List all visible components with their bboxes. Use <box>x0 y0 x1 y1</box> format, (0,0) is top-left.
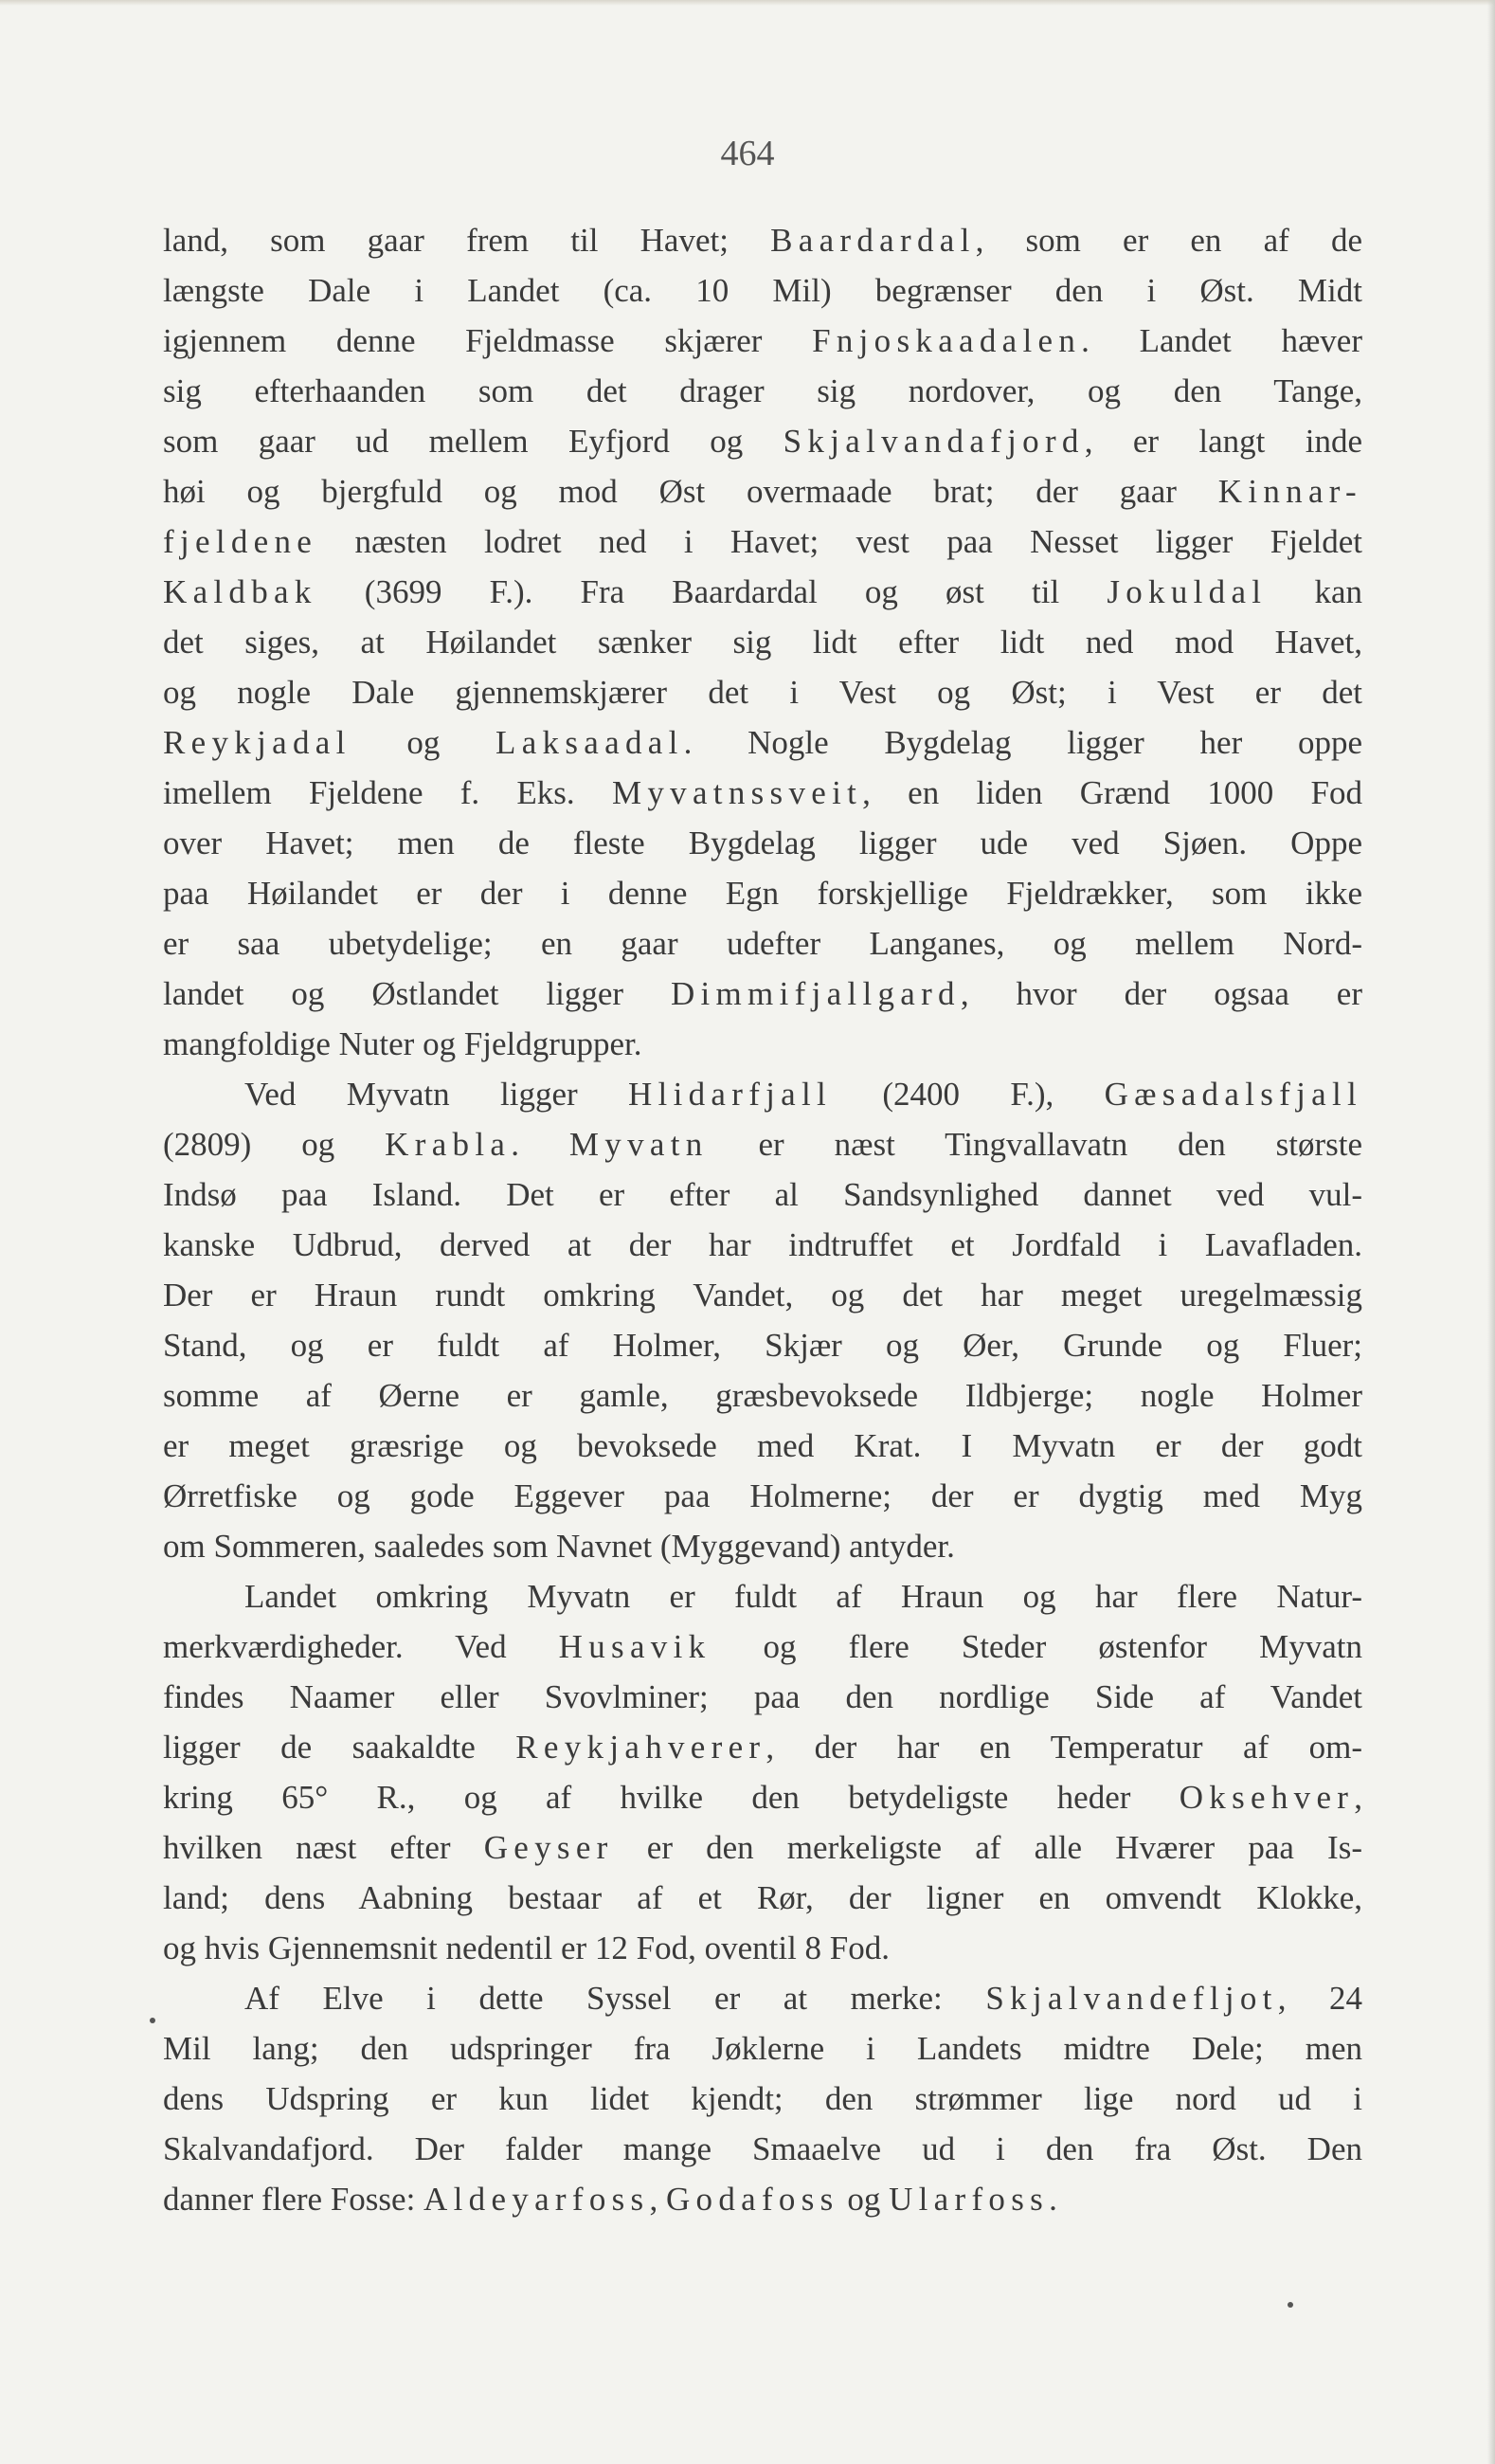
spaced-name: Krabla <box>385 1126 512 1163</box>
text-line <box>163 567 1362 617</box>
text-line <box>163 667 1362 717</box>
text-run: hvilken næst efter <box>163 1829 484 1866</box>
text-run: og flere Steder østenfor Myvatn <box>711 1628 1362 1665</box>
text-run: somme af Øerne er gamle, græsbevoksede Ildbjerge; nogle Holmer <box>163 1377 1362 1414</box>
text-line <box>163 918 1362 969</box>
spaced-name: Oksehver <box>1179 1779 1355 1816</box>
page-edge-top <box>0 0 1495 6</box>
spaced-name: Myvatnssveit <box>611 774 863 811</box>
text-line <box>163 1672 1362 1722</box>
text-line <box>163 215 1362 265</box>
text-run: merkværdigheder. Ved <box>163 1628 559 1665</box>
text-run: findes Naamer eller Svovlminer; paa den nordlige Side af Vandet <box>163 1678 1362 1715</box>
text-line <box>163 1069 1362 1119</box>
text-run: , en liden Grænd 1000 Fod <box>862 774 1362 811</box>
body-text <box>163 215 1362 2224</box>
text-run: Af Elve i dette Syssel er at merke: <box>244 1980 986 2017</box>
spaced-name: Hlidarfjall <box>627 1076 833 1113</box>
spaced-name: Gæsadalsfjall <box>1104 1076 1362 1113</box>
margin-mark <box>150 2018 155 2023</box>
text-run: . <box>511 1126 569 1163</box>
text-run: næsten lodret ned i Havet; vest paa Nesset ligger Fjeldet <box>317 523 1362 560</box>
text-run: . Nogle Bygdelag ligger her oppe <box>683 724 1362 761</box>
text-run: Ørretfiske og gode Eggever paa Holmerne; der er dygtig med Myg <box>163 1477 1362 1514</box>
text-run: og <box>351 724 496 761</box>
text-run: som gaar ud mellem Eyfjord og <box>163 423 784 460</box>
text-line <box>163 1973 1362 2023</box>
spaced-name: Aldeyarfoss <box>423 2181 650 2218</box>
text-run: kring 65° R., og af hvilke den betydeligste heder <box>163 1779 1180 1816</box>
text-line <box>163 2174 1362 2224</box>
text-run: er næst Tingvallavatn den største <box>708 1126 1362 1163</box>
text-run: Mil lang; den udspringer fra Jøklerne i Landets midtre Dele; men <box>163 2030 1362 2067</box>
text-run: dens Udspring er kun lidet kjendt; den strømmer lige nord ud i <box>163 2080 1362 2117</box>
text-line <box>163 2124 1362 2174</box>
text-run: igjennem denne Fjeldmasse skjærer <box>163 322 813 359</box>
text-line <box>163 1169 1362 1220</box>
spaced-name: Dimmifjallgard <box>670 975 961 1012</box>
text-run: (2400 F.), <box>832 1076 1105 1113</box>
text-run: (3699 F.). Fra Baardardal og øst til <box>316 573 1108 610</box>
page-number: 464 <box>720 134 775 173</box>
text-run: , 24 <box>1277 1980 1362 2017</box>
text-run: , <box>1354 1779 1362 1816</box>
text-run: høi og bjergfuld og mod Øst overmaade brat; der gaar <box>163 473 1218 510</box>
text-line <box>163 1722 1362 1772</box>
text-run: , er langt inde <box>1084 423 1362 460</box>
text-run: danner flere Fosse: <box>163 2181 424 2218</box>
spaced-name: Kinnar- <box>1217 473 1362 510</box>
text-line <box>163 366 1362 416</box>
text-line <box>163 1822 1362 1873</box>
margin-mark <box>1288 2302 1293 2308</box>
spaced-name: Skjalvandafjord <box>783 423 1085 460</box>
text-run: land, som gaar frem til Havet; <box>163 222 771 259</box>
text-line <box>163 768 1362 818</box>
spaced-name: Myvatn <box>568 1126 709 1163</box>
text-line <box>163 1873 1362 1923</box>
text-line <box>163 1772 1362 1822</box>
text-run: imellem Fjeldene f. Eks. <box>163 774 612 811</box>
text-line <box>163 1270 1362 1320</box>
text-line <box>163 617 1362 667</box>
text-run: . <box>1049 2181 1057 2218</box>
spaced-name: Baardardal <box>770 222 976 259</box>
text-line <box>163 466 1362 516</box>
text-run: Skalvandafjord. Der falder mange Smaaelve ud i den fra Øst. Den <box>163 2130 1362 2167</box>
text-run: ligger de saakaldte <box>163 1729 516 1766</box>
spaced-name: Reykjadal <box>163 724 351 761</box>
text-line <box>163 2074 1362 2124</box>
text-run: (2809) og <box>163 1126 386 1163</box>
text-run: og <box>838 2181 890 2218</box>
text-run: er meget græsrige og bevoksede med Krat. I Myvatn er der godt <box>163 1427 1362 1464</box>
text-run: og nogle Dale gjennemskjærer det i Vest og Øst; i Vest er det <box>163 674 1362 711</box>
text-run: , som er en af de <box>975 222 1362 259</box>
text-run: det siges, at Høilandet sænker sig lidt efter lidt ned mod Havet, <box>163 624 1362 661</box>
text-line <box>163 1421 1362 1471</box>
text-run: paa Høilandet er der i denne Egn forskjellige Fjeldrækker, som ikke <box>163 875 1362 912</box>
text-line <box>163 1370 1362 1421</box>
text-run: over Havet; men de fleste Bygdelag ligger ude ved Sjøen. Oppe <box>163 824 1362 861</box>
text-run: om Sommeren, saaledes som Navnet (Myggevand) antyder. <box>163 1528 955 1565</box>
text-run: . Landet hæver <box>1081 322 1362 359</box>
text-line <box>163 2023 1362 2074</box>
text-line <box>163 969 1362 1019</box>
text-line <box>163 818 1362 868</box>
page-edge-right <box>1487 0 1495 2464</box>
text-run: mangfoldige Nuter og Fjeldgrupper. <box>163 1025 642 1062</box>
spaced-name: Ularfoss <box>889 2181 1050 2218</box>
text-line <box>163 316 1362 366</box>
text-run: kanske Udbrud, derved at der har indtruffet et Jordfald i Lavafladen. <box>163 1226 1362 1263</box>
text-run: kan <box>1267 573 1362 610</box>
spaced-name: Reykjahverer <box>515 1729 766 1766</box>
text-line <box>163 1521 1362 1571</box>
text-line <box>163 1220 1362 1270</box>
text-run: sig efterhaanden som det drager sig nordover, og den Tange, <box>163 372 1362 409</box>
text-run: Landet omkring Myvatn er fuldt af Hraun og har flere Natur- <box>244 1578 1362 1615</box>
spaced-name: fjeldene <box>163 523 318 560</box>
spaced-name: Godafoss <box>665 2181 839 2218</box>
text-line <box>163 1571 1362 1622</box>
text-line <box>163 1622 1362 1672</box>
text-run: Indsø paa Island. Det er efter al Sandsynlighed dannet ved vul- <box>163 1176 1362 1213</box>
text-run: længste Dale i Landet (ca. 10 Mil) begrænser den i Øst. Midt <box>163 272 1362 309</box>
text-line <box>163 1119 1362 1169</box>
text-run: , der har en Temperatur af om- <box>766 1729 1362 1766</box>
spaced-name: Laksaadal <box>495 724 684 761</box>
spaced-name: Jokuldal <box>1107 573 1268 610</box>
text-line <box>163 868 1362 918</box>
text-run: og hvis Gjennemsnit nedentil er 12 Fod, oventil 8 Fod. <box>163 1930 891 1966</box>
text-line <box>163 717 1362 768</box>
text-run: landet og Østlandet ligger <box>163 975 671 1012</box>
spaced-name: Kaldbak <box>163 573 317 610</box>
text-line <box>163 416 1362 466</box>
text-line <box>163 265 1362 316</box>
text-line <box>163 1471 1362 1521</box>
text-run: Stand, og er fuldt af Holmer, Skjær og Øer, Grunde og Fluer; <box>163 1327 1362 1364</box>
text-run: er den merkeligste af alle Hværer paa Is- <box>613 1829 1362 1866</box>
text-line <box>163 1923 1362 1973</box>
text-run: er saa ubetydelige; en gaar udefter Langanes, og mellem Nord- <box>163 925 1362 962</box>
text-run: land; dens Aabning bestaar af et Rør, der ligner en omvendt Klokke, <box>163 1879 1362 1916</box>
text-run: Der er Hraun rundt omkring Vandet, og det har meget uregelmæssig <box>163 1277 1362 1314</box>
text-line <box>163 516 1362 567</box>
text-line <box>163 1320 1362 1370</box>
text-run: , hvor der ogsaa er <box>960 975 1362 1012</box>
spaced-name: Husavik <box>558 1628 711 1665</box>
spaced-name: Fnjoskaadalen <box>812 322 1082 359</box>
spaced-name: Geyser <box>483 1829 614 1866</box>
text-line <box>163 1019 1362 1069</box>
text-run: Ved Myvatn ligger <box>244 1076 628 1113</box>
text-run: , <box>649 2181 666 2218</box>
spaced-name: Skjalvandefljot <box>985 1980 1278 2017</box>
